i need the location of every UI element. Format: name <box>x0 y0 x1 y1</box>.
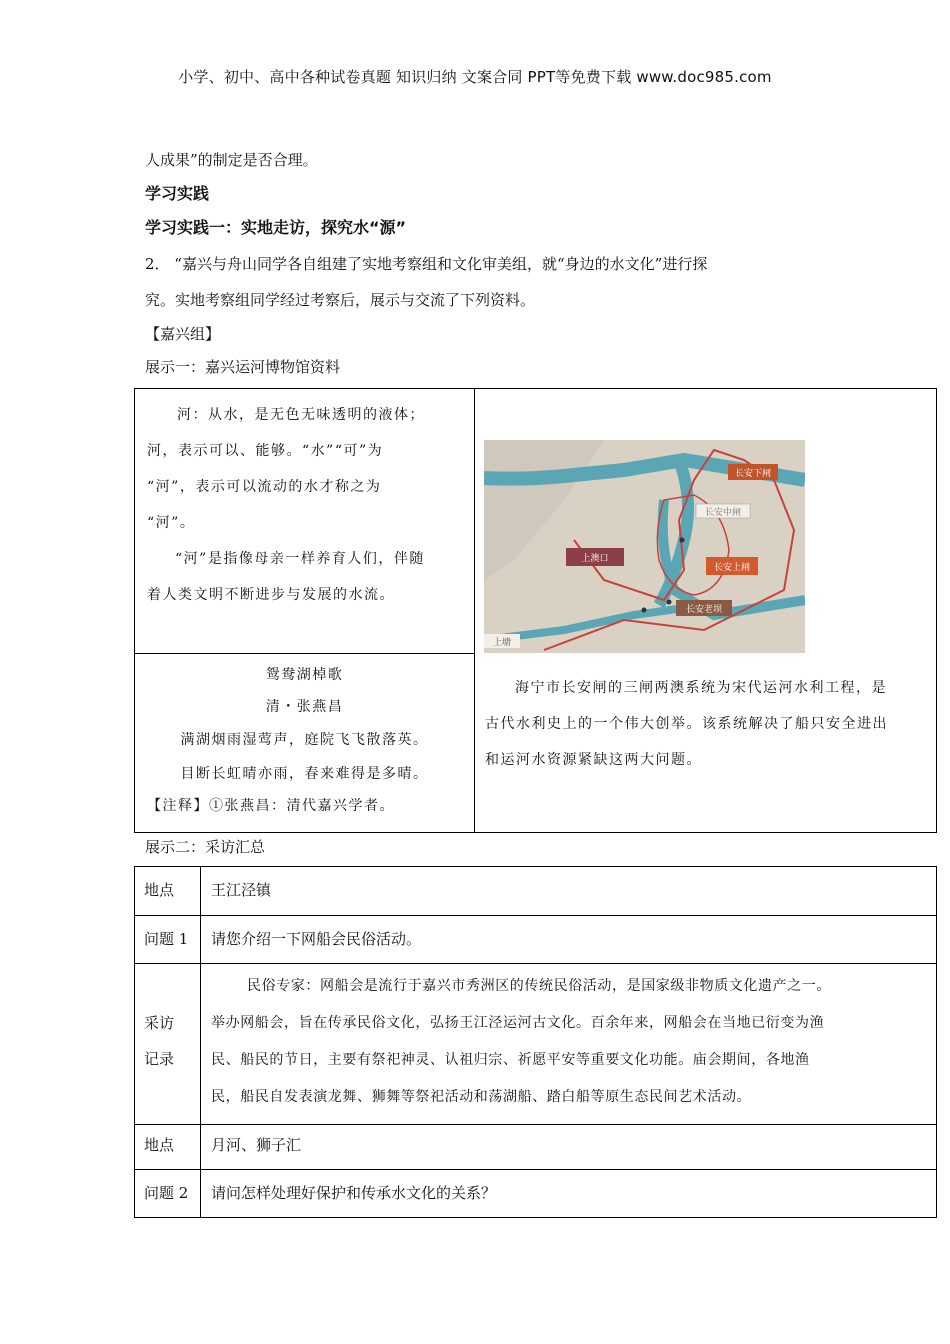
record-line-3: 民、船民的节日，主要有祭祀神灵、认祖归宗、祈愿平安等重要文化功能。庙会期间，各地渔 <box>211 1052 810 1068</box>
table-row <box>135 1124 936 1125</box>
he-line-5: “河”是指像母亲一样养育人们，伴随 <box>175 551 425 567</box>
page-header: 小学、初中、高中各种试卷真题 知识归纳 文案合同 PPT等免费下载 www.doc985.com <box>178 68 772 86</box>
poem-author: 清・张燕昌 <box>265 699 344 715</box>
group-label: 【嘉兴组】 <box>145 325 221 343</box>
display1-title: 展示一：嘉兴运河博物馆资料 <box>145 358 341 376</box>
he-line-2: 河，表示可以、能够。“水”“可”为 <box>147 443 384 459</box>
table-divider <box>474 389 475 832</box>
changan-sluice-map <box>484 440 805 653</box>
map-label-d: 长安上闸 <box>713 563 751 573</box>
question-line-1: 2． “嘉兴与舟山同学各自组建了实地考察组和文化审美组，就“身边的水文化”进行探 <box>145 255 708 273</box>
interview-table <box>134 866 937 1218</box>
sluice-line-2: 古代水利史上的一个伟大创举。该系统解决了船只安全进出 <box>485 716 888 732</box>
table-row <box>135 1169 936 1170</box>
question-1-label: 问题 1 <box>144 930 189 948</box>
sluice-line-1: 海宁市长安闸的三闸两澳系统为宋代运河水利工程，是 <box>515 680 887 696</box>
museum-table <box>134 388 937 833</box>
question-line-2: 究。实地考察组同学经过考察后，展示与交流了下列资料。 <box>145 291 536 309</box>
table-divider <box>135 653 475 654</box>
section-title: 学习实践 <box>145 184 210 203</box>
poem-note: 【注释】①张燕昌：清代嘉兴学者。 <box>147 798 395 814</box>
question-1-value: 请您介绍一下网船会民俗活动。 <box>211 930 422 948</box>
table-divider <box>200 867 201 1217</box>
map-label-e: 长安老坝 <box>685 605 723 615</box>
intro-line: 人成果”的制定是否合理。 <box>145 151 318 169</box>
he-line-3: “河”，表示可以流动的水才称之为 <box>147 479 382 495</box>
record-line-1: 民俗专家：网船会是流行于嘉兴市秀洲区的传统民俗活动，是国家级非物质文化遗产之一。 <box>247 978 831 994</box>
record-label-1: 采访 <box>144 1014 175 1032</box>
poem-line-1: 满湖烟雨湿莺声，庭院飞飞散落英。 <box>180 732 429 748</box>
table-row <box>135 963 936 964</box>
sluice-line-3: 和运河水资源紧缺这两大问题。 <box>485 752 702 768</box>
he-line-1: 河：从水，是无色无味透明的液体； <box>177 407 425 423</box>
subsection-title: 学习实践一：实地走访，探究水“源” <box>145 218 407 237</box>
map-graphic <box>484 440 805 653</box>
record-line-2: 举办网船会，旨在传承民俗文化，弘扬王江泾运河古文化。百余年来，网船会在当地已衍变为渔 <box>211 1015 825 1031</box>
question-2-label: 问题 2 <box>144 1184 189 1202</box>
question-2-value: 请问怎样处理好保护和传承水文化的关系？ <box>211 1184 497 1202</box>
display2-title: 展示二：采访汇总 <box>145 838 266 856</box>
table-row <box>135 915 936 916</box>
record-label-2: 记录 <box>144 1050 175 1068</box>
he-line-4: “河”。 <box>147 515 196 531</box>
map-label-a: 长安下闸 <box>734 469 772 479</box>
record-line-4: 民，船民自发表演龙舞、狮舞等祭祀活动和荡湖船、踏白船等原生态民间艺术活动。 <box>211 1089 752 1105</box>
place-label-1: 地点 <box>144 881 175 899</box>
place-value-2: 月河、狮子汇 <box>211 1136 302 1154</box>
map-label-b: 长安中闸 <box>704 508 742 518</box>
place-value-1: 王江泾镇 <box>211 881 272 899</box>
place-label-2: 地点 <box>144 1136 175 1154</box>
he-line-6: 着人类文明不断进步与发展的水流。 <box>147 587 395 603</box>
map-label-c: 上澳口 <box>581 554 609 564</box>
poem-title: 鸳鸯湖棹歌 <box>265 667 344 683</box>
poem-line-2: 目断长虹晴亦雨，春来难得是多晴。 <box>180 766 429 782</box>
map-label-f: 上塘 <box>492 638 512 648</box>
